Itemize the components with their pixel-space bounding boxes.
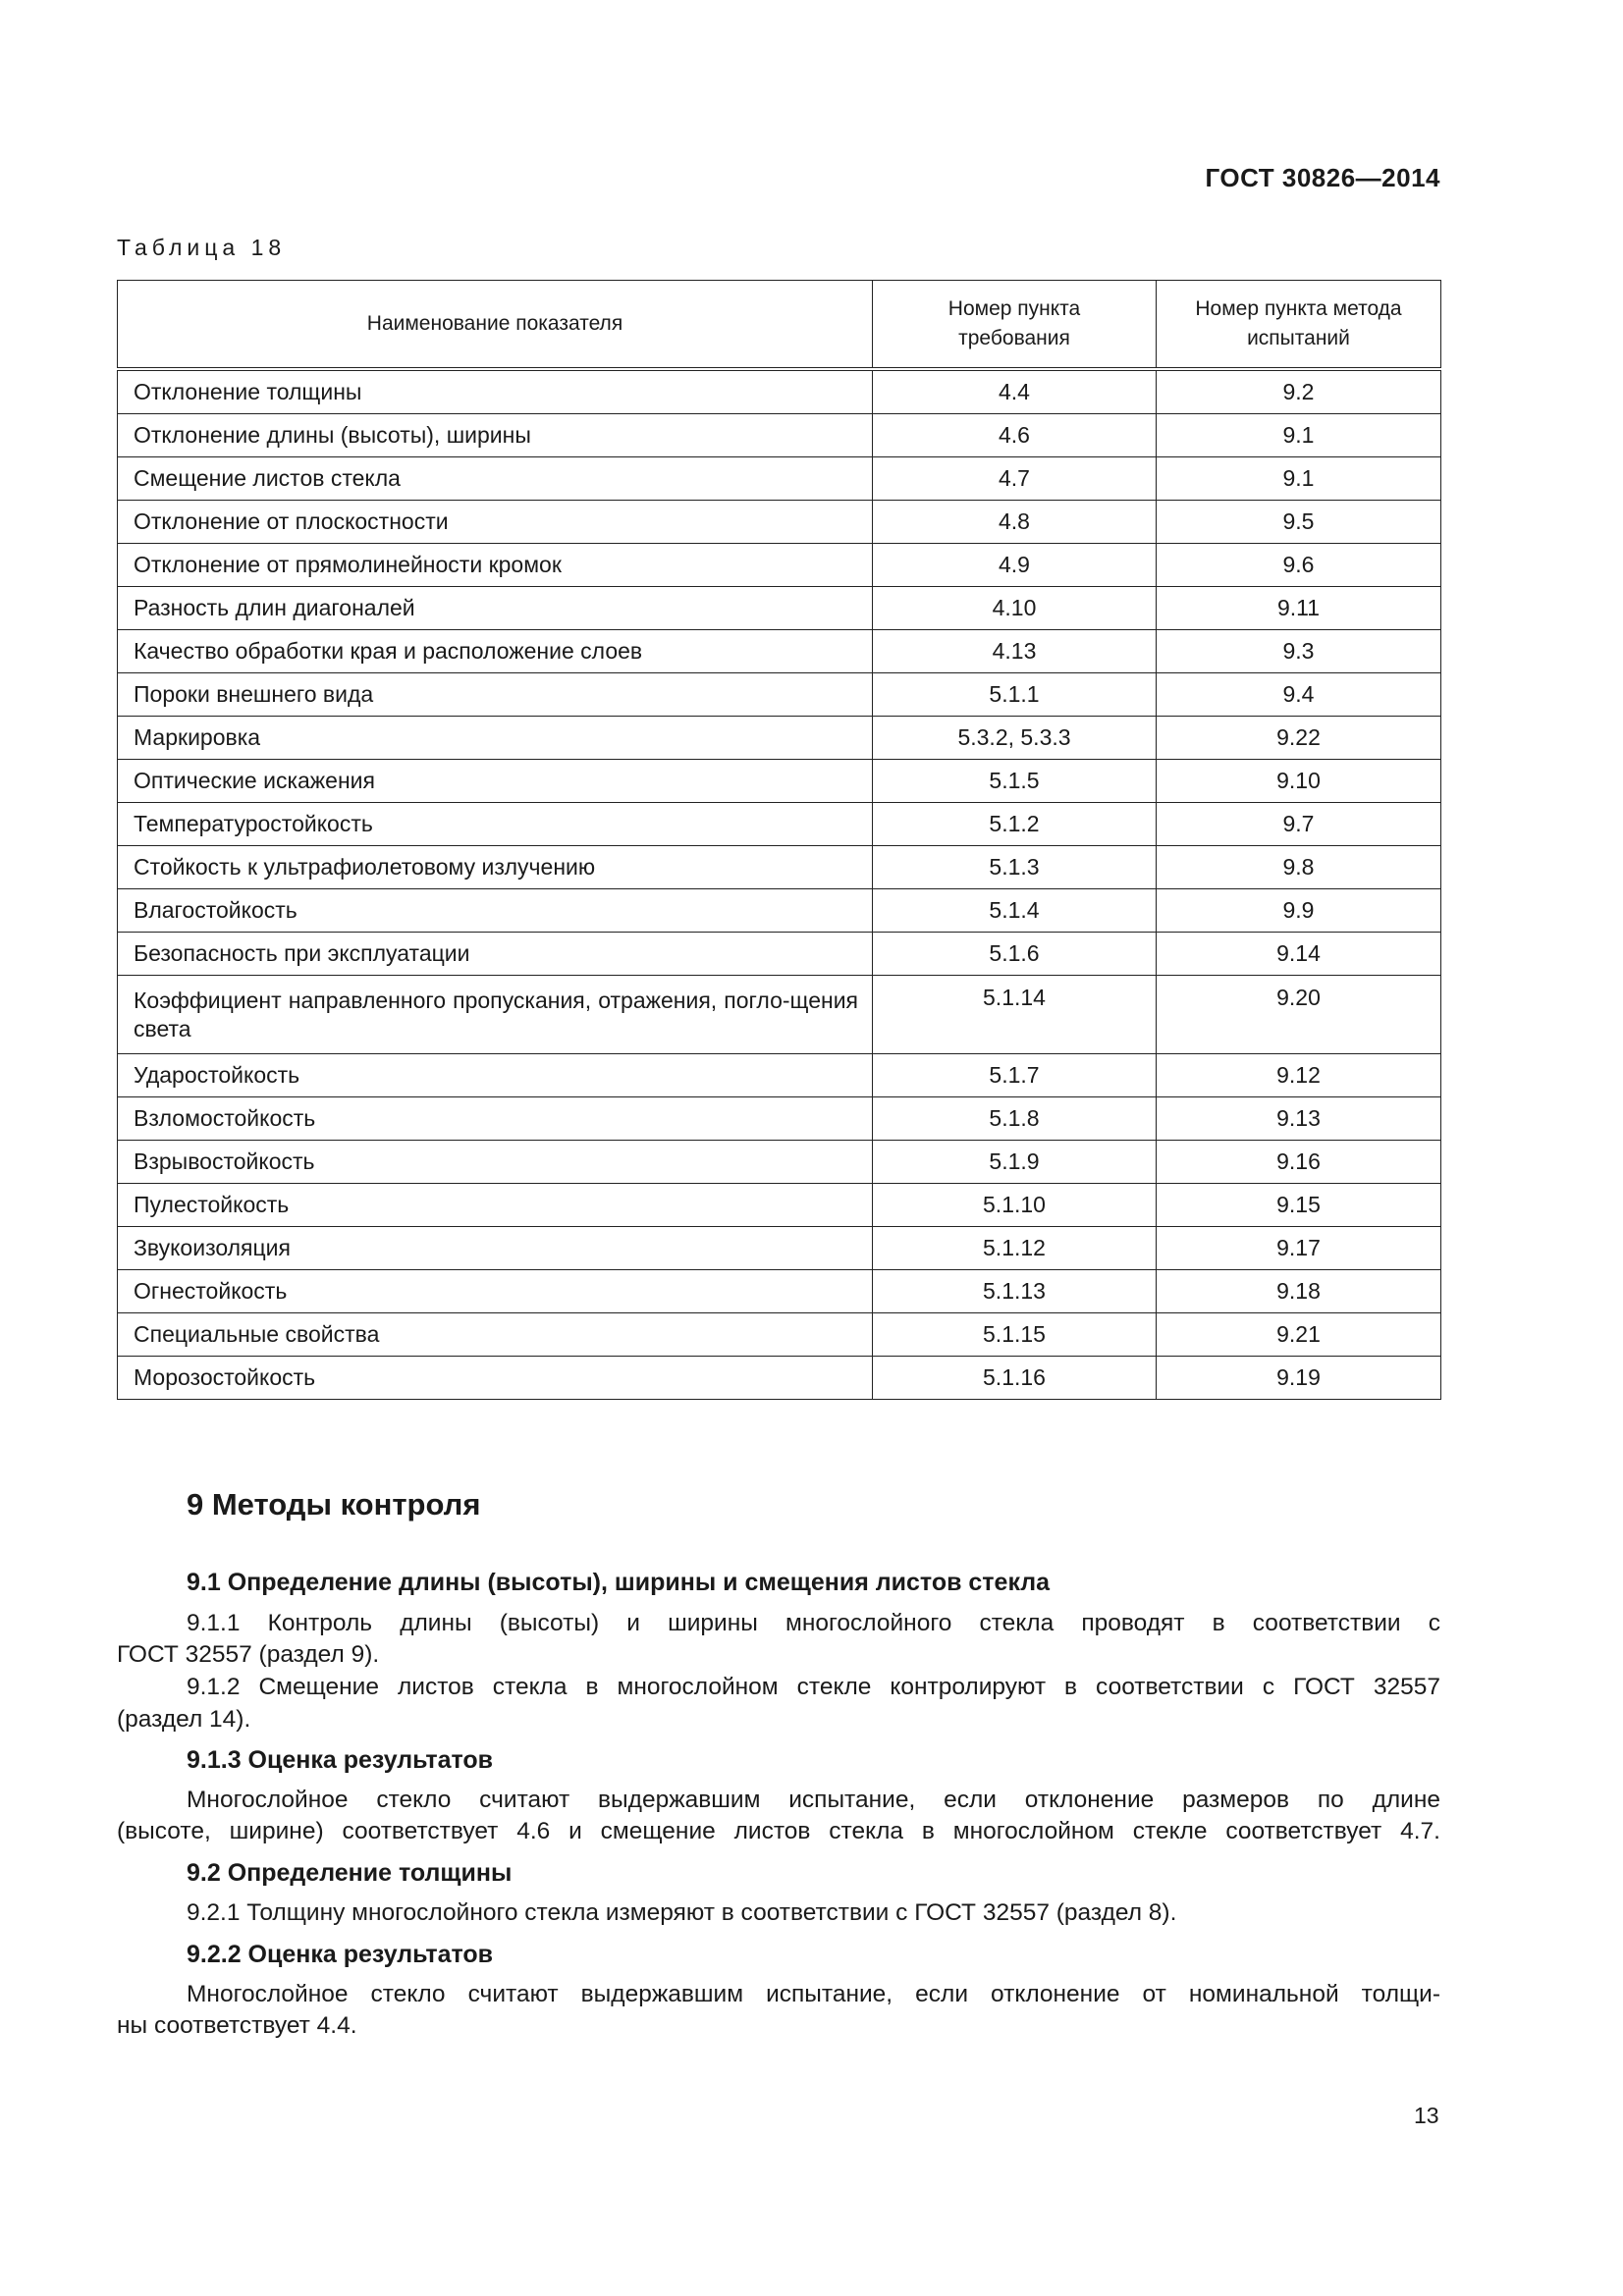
indicator-cell: Коэффициент направленного пропускания, отражения, погло-щения света — [118, 976, 873, 1054]
table-row — [118, 933, 1441, 976]
method-cell: 9.17 — [1157, 1227, 1441, 1270]
method-cell: 9.1 — [1157, 414, 1441, 457]
paragraph-line: Многослойное стекло считают выдержавшим испытание, если отклонение размеров по длине — [187, 1787, 1440, 1813]
indicator-cell: Температуростойкость — [118, 803, 873, 846]
method-cell: 9.1 — [1157, 457, 1441, 501]
table-row — [118, 501, 1441, 544]
table-row — [118, 803, 1441, 846]
method-cell: 9.16 — [1157, 1141, 1441, 1184]
table-row — [118, 1270, 1441, 1313]
indicator-cell: Отклонение толщины — [118, 369, 873, 414]
paragraph-line: ГОСТ 32557 (раздел 9). — [117, 1641, 380, 1668]
column-header-requirement-text: Номер пункта требования — [947, 297, 1081, 349]
indicator-cell: Смещение листов стекла — [118, 457, 873, 501]
table-row — [118, 1184, 1441, 1227]
requirement-cell: 4.7 — [873, 457, 1157, 501]
table-row — [118, 846, 1441, 889]
requirement-cell: 5.1.2 — [873, 803, 1157, 846]
table-row — [118, 414, 1441, 457]
paragraph-line: ны соответствует 4.4. — [117, 2012, 357, 2039]
indicator-cell: Стойкость к ультрафиолетовому излучению — [118, 846, 873, 889]
table-row — [118, 673, 1441, 717]
paragraph-line: 9.1.2 Смещение листов стекла в многослойном стекле контролируют в соответствии с ГОСТ 32557 — [187, 1674, 1440, 1700]
requirement-cell: 5.1.6 — [873, 933, 1157, 976]
requirement-cell: 5.1.12 — [873, 1227, 1157, 1270]
method-cell: 9.21 — [1157, 1313, 1441, 1357]
indicator-cell: Влагостойкость — [118, 889, 873, 933]
paragraph-line: (раздел 14). — [117, 1706, 251, 1733]
requirement-cell: 5.1.10 — [873, 1184, 1157, 1227]
requirement-cell: 5.1.5 — [873, 760, 1157, 803]
method-cell: 9.11 — [1157, 587, 1441, 630]
requirement-cell: 4.10 — [873, 587, 1157, 630]
requirement-cell: 5.1.1 — [873, 673, 1157, 717]
table-row — [118, 889, 1441, 933]
paragraph-line: 9.2.1 Толщину многослойного стекла измеряют в соответствии с ГОСТ 32557 (раздел 8). — [187, 1899, 1177, 1926]
indicator-cell: Взломостойкость — [118, 1097, 873, 1141]
indicator-cell: Огнестойкость — [118, 1270, 873, 1313]
method-cell: 9.18 — [1157, 1270, 1441, 1313]
method-cell: 9.5 — [1157, 501, 1441, 544]
requirement-cell: 5.1.9 — [873, 1141, 1157, 1184]
indicator-cell: Специальные свойства — [118, 1313, 873, 1357]
requirement-cell: 4.13 — [873, 630, 1157, 673]
method-cell: 9.13 — [1157, 1097, 1441, 1141]
requirement-cell: 5.1.3 — [873, 846, 1157, 889]
table-row — [118, 717, 1441, 760]
method-cell: 9.19 — [1157, 1357, 1441, 1400]
page-number: 13 — [1414, 2103, 1439, 2128]
indicator-cell: Пулестойкость — [118, 1184, 873, 1227]
section-title: 9 Методы контроля — [187, 1487, 481, 1522]
indicator-cell: Пороки внешнего вида — [118, 673, 873, 717]
table-row — [118, 630, 1441, 673]
indicator-cell: Взрывостойкость — [118, 1141, 873, 1184]
table-header-row — [118, 281, 1441, 370]
paragraph-line: (высоте, ширине) соответствует 4.6 и смещение листов стекла в многослойном стекле соответствует 4.7. — [117, 1818, 1440, 1844]
method-cell: 9.8 — [1157, 846, 1441, 889]
column-header-method — [1157, 281, 1441, 370]
indicator-cell: Разность длин диагоналей — [118, 587, 873, 630]
document-code: ГОСТ 30826—2014 — [1205, 163, 1440, 192]
indicator-cell: Морозостойкость — [118, 1357, 873, 1400]
subsection-heading: 9.1 Определение длины (высоты), ширины и смещения листов стекла — [187, 1569, 1051, 1596]
subsection-heading: 9.2 Определение толщины — [187, 1859, 513, 1887]
column-header-indicator: Наименование показателя — [118, 281, 873, 370]
table-row — [118, 760, 1441, 803]
table-row — [118, 544, 1441, 587]
requirement-cell: 5.1.15 — [873, 1313, 1157, 1357]
column-header-requirement — [873, 281, 1157, 370]
requirement-cell: 4.4 — [873, 369, 1157, 414]
table-row — [118, 587, 1441, 630]
indicator-cell: Отклонение от плоскостности — [118, 501, 873, 544]
table-row — [118, 1141, 1441, 1184]
table-row — [118, 1097, 1441, 1141]
requirement-cell: 5.1.4 — [873, 889, 1157, 933]
requirements-table — [117, 280, 1441, 1400]
table-row — [118, 1227, 1441, 1270]
paragraph-line: 9.1.1 Контроль длины (высоты) и ширины многослойного стекла проводят в соответствии с — [187, 1610, 1440, 1636]
indicator-cell: Оптические искажения — [118, 760, 873, 803]
indicator-cell: Отклонение длины (высоты), ширины — [118, 414, 873, 457]
requirement-cell: 4.8 — [873, 501, 1157, 544]
subsection-heading: 9.2.2 Оценка результатов — [187, 1941, 494, 1968]
table-row — [118, 369, 1441, 414]
requirement-cell: 5.3.2, 5.3.3 — [873, 717, 1157, 760]
method-cell: 9.4 — [1157, 673, 1441, 717]
method-cell: 9.14 — [1157, 933, 1441, 976]
method-cell: 9.2 — [1157, 369, 1441, 414]
method-cell: 9.6 — [1157, 544, 1441, 587]
table-row — [118, 1313, 1441, 1357]
paragraph-line: Многослойное стекло считают выдержавшим испытание, если отклонение от номинальной толщи- — [187, 1981, 1440, 2007]
requirement-cell: 5.1.8 — [873, 1097, 1157, 1141]
method-cell: 9.22 — [1157, 717, 1441, 760]
method-cell: 9.15 — [1157, 1184, 1441, 1227]
requirement-cell: 4.9 — [873, 544, 1157, 587]
method-cell: 9.10 — [1157, 760, 1441, 803]
requirement-cell: 5.1.7 — [873, 1054, 1157, 1097]
requirement-cell: 5.1.14 — [873, 976, 1157, 1054]
indicator-cell: Ударостойкость — [118, 1054, 873, 1097]
indicator-cell: Безопасность при эксплуатации — [118, 933, 873, 976]
table-caption: Таблица 18 — [117, 235, 287, 260]
indicator-cell: Качество обработки края и расположение слоев — [118, 630, 873, 673]
table-row — [118, 1357, 1441, 1400]
table-row — [118, 457, 1441, 501]
requirement-cell: 5.1.13 — [873, 1270, 1157, 1313]
column-header-method-text: Номер пункта метода испытаний — [1195, 297, 1402, 349]
requirement-cell: 4.6 — [873, 414, 1157, 457]
indicator-cell: Маркировка — [118, 717, 873, 760]
method-cell: 9.12 — [1157, 1054, 1441, 1097]
table-row — [118, 976, 1441, 1054]
method-cell: 9.9 — [1157, 889, 1441, 933]
method-cell: 9.7 — [1157, 803, 1441, 846]
indicator-cell: Отклонение от прямолинейности кромок — [118, 544, 873, 587]
table-row — [118, 1054, 1441, 1097]
method-cell: 9.20 — [1157, 976, 1441, 1054]
indicator-cell: Звукоизоляция — [118, 1227, 873, 1270]
requirement-cell: 5.1.16 — [873, 1357, 1157, 1400]
subsection-heading: 9.1.3 Оценка результатов — [187, 1746, 494, 1774]
method-cell: 9.3 — [1157, 630, 1441, 673]
